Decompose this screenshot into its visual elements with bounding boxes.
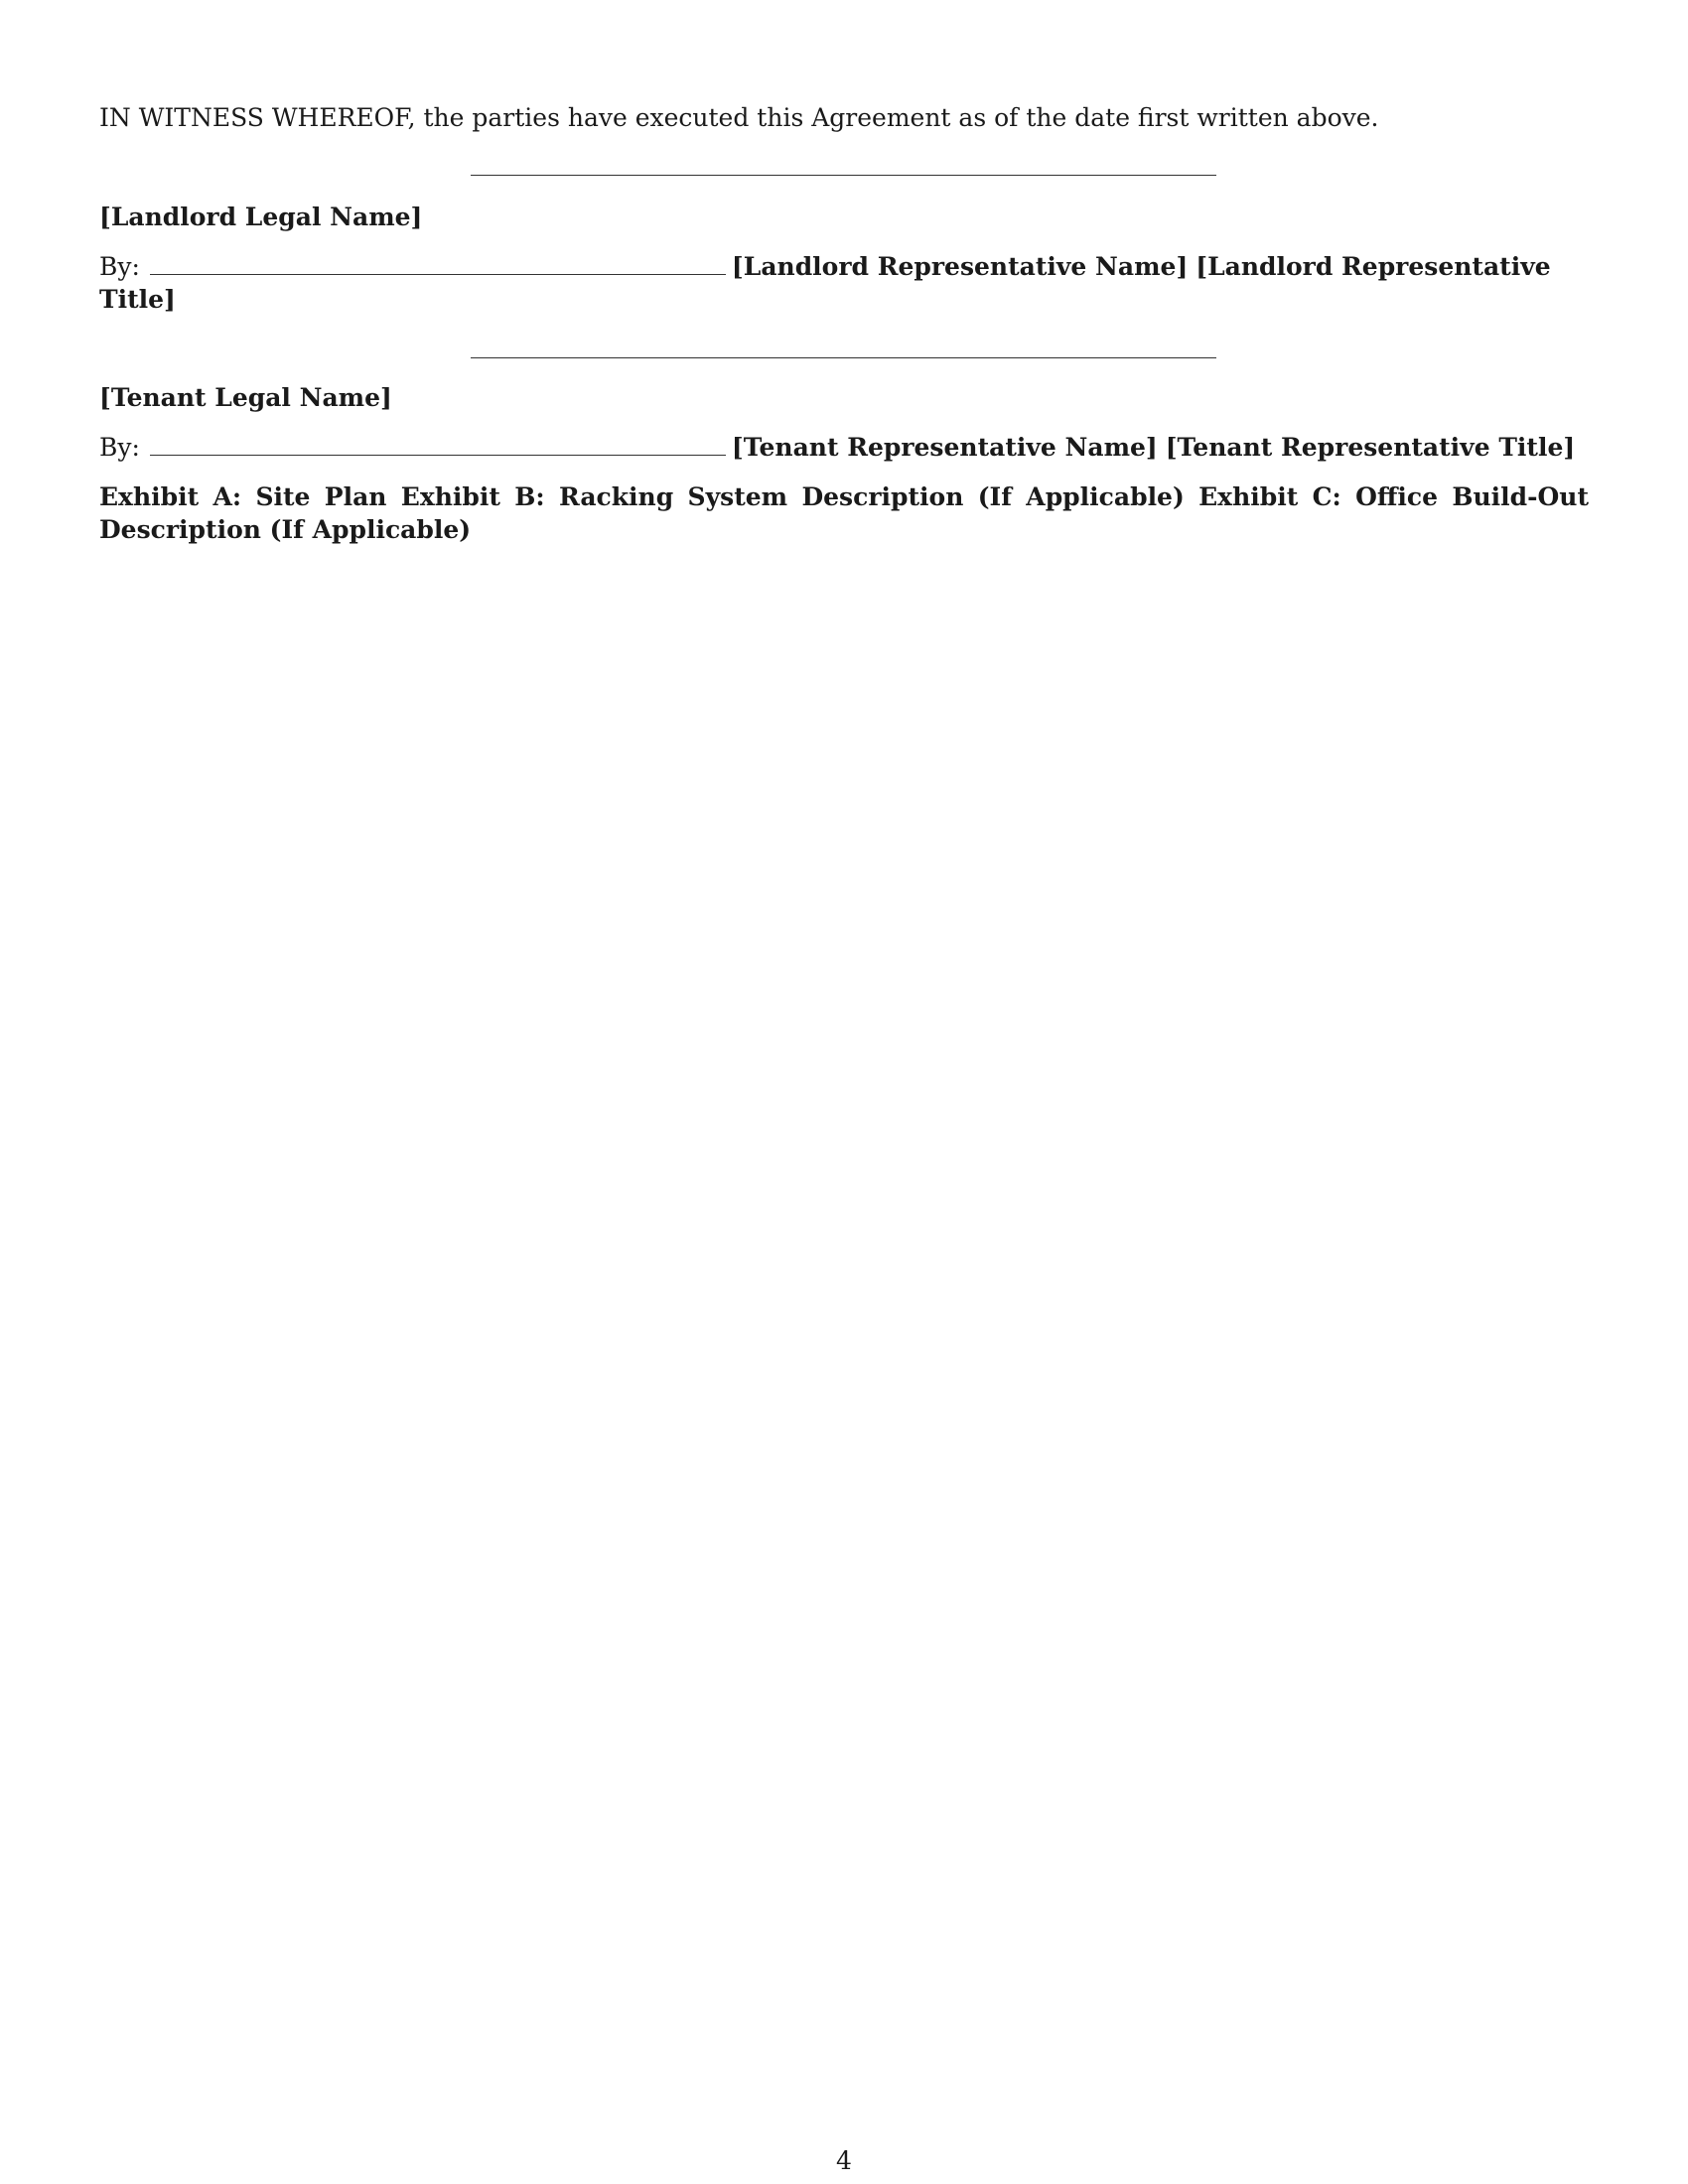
landlord-representative-title: [Landlord Representative Title] — [99, 252, 1551, 314]
landlord-legal-name: [Landlord Legal Name] — [99, 203, 423, 231]
tenant-signature-blank[interactable] — [150, 433, 726, 456]
exhibits-list: Exhibit A: Site Plan Exhibit B: Racking System Description (If Applicable) Exhibit C: Office Build-Out Description (If Applicable) — [99, 482, 1589, 544]
tenant-legal-name: [Tenant Legal Name] — [99, 383, 392, 412]
tenant-by-label: By: — [99, 433, 140, 462]
landlord-signature-blank[interactable] — [150, 252, 726, 275]
landlord-by-label: By: — [99, 252, 140, 281]
landlord-by-line — [99, 250, 1589, 316]
tenant-representative-title: [Tenant Representative Title] — [1165, 433, 1576, 462]
landlord-representative-name: [Landlord Representative Name] — [731, 252, 1189, 281]
witness-clause: IN WITNESS WHEREOF, the parties have executed this Agreement as of the date first written above. — [99, 103, 1379, 132]
page-number: 4 — [836, 2146, 852, 2175]
tenant-by-line — [99, 431, 1589, 464]
tenant-representative-name: [Tenant Representative Name] — [731, 433, 1158, 462]
tenant-signature-rule — [471, 357, 1216, 358]
landlord-signature-rule — [471, 175, 1216, 176]
